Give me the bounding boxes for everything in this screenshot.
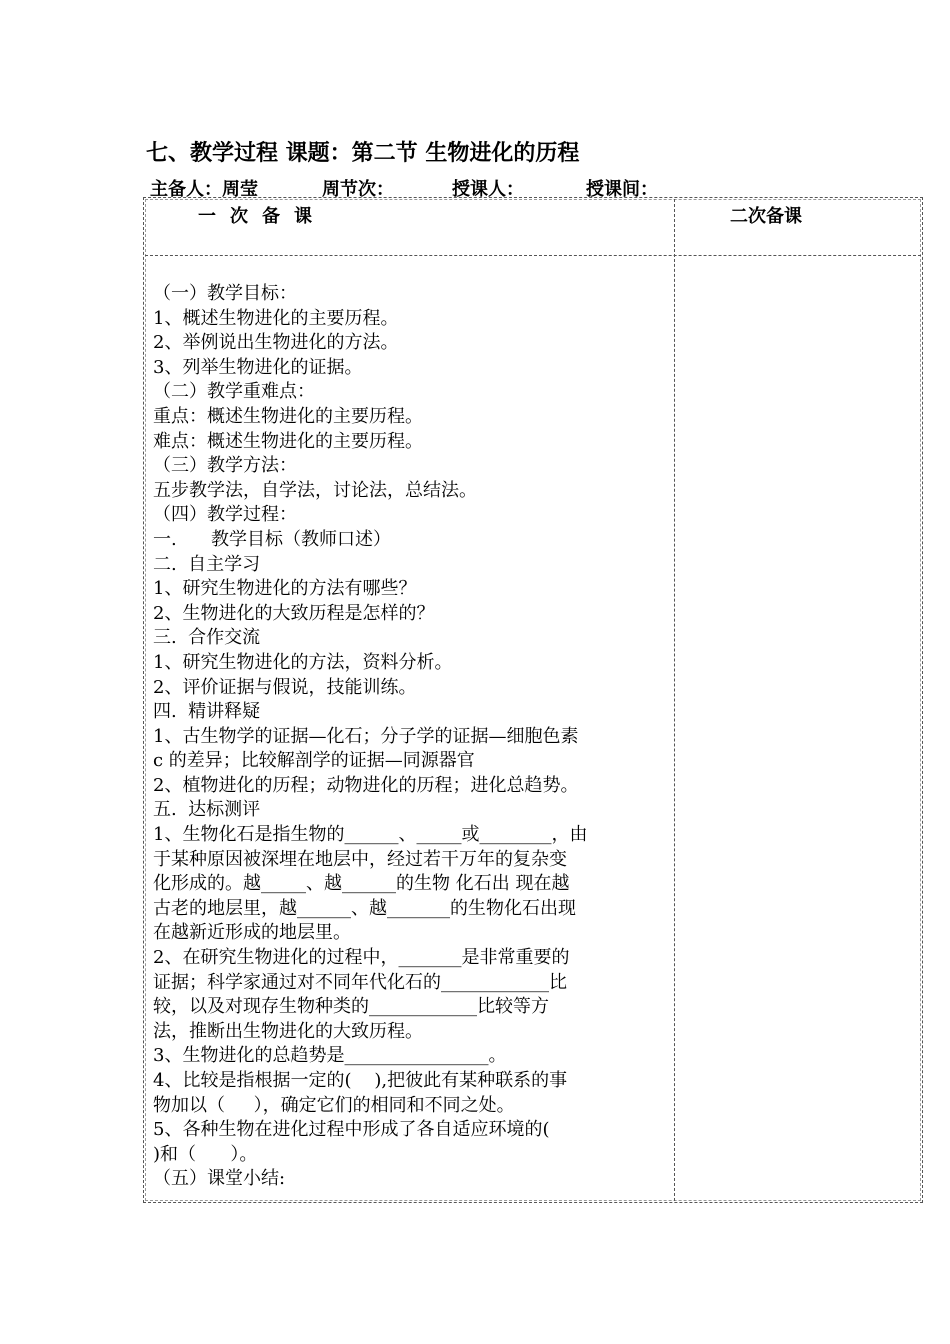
content-line: 1、概述生物进化的主要历程。 [153, 307, 399, 329]
content-line: （四）教学过程： [153, 504, 297, 526]
header-divider [145, 255, 921, 256]
week-label: 周节次： [322, 179, 394, 200]
content-line: 二. 自主学习 [153, 553, 261, 575]
content-line: （二）教学重难点： [153, 381, 315, 403]
content-line: 重点：概述生物进化的主要历程。 [153, 405, 423, 427]
content-line: 物加以（ ），确定它们的相同和不同之处。 [153, 1094, 515, 1116]
content-line: 五. 达标测评 [153, 799, 261, 821]
page-title: 七、教学过程 课题：第二节 生物进化的历程 [146, 141, 580, 166]
content-line: 2、生物进化的大致历程是怎样的？ [153, 602, 435, 624]
content-line: 古老的地层里，越______、越_______的生物化石出现 [153, 897, 576, 919]
content-line: 3、列举生物进化的证据。 [153, 356, 363, 378]
content-line: 2、评价证据与假说，技能训练。 [153, 676, 417, 698]
content-line: 四. 精讲释疑 [153, 701, 261, 723]
planner-label: 主备人：周莹 [150, 179, 258, 200]
content-line: 4、比较是指根据一定的( ),把彼此有某种联系的事 [153, 1070, 568, 1091]
content-line: 化形成的。越_____、越______的生物 化石出 现在越 [153, 873, 570, 895]
content-line: 法，推断出生物进化的大致历程。 [153, 1020, 423, 1042]
first-prep-header: 一次备课 [198, 206, 326, 227]
content-line: （三）教学方法： [153, 455, 297, 477]
column-divider [674, 199, 675, 1201]
content-line: 一. 教学目标（教师口述） [153, 528, 392, 550]
lesson-content [153, 282, 671, 1192]
second-prep-header: 二次备课 [730, 206, 802, 227]
content-line: 三. 合作交流 [153, 627, 261, 649]
teacher-label: 授课人： [452, 179, 524, 200]
content-line: 五步教学法，自学法，讨论法，总结法。 [153, 479, 477, 501]
content-line: （一）教学目标： [153, 283, 297, 304]
content-line: 1、古生物学的证据—化石；分子学的证据—细胞色素 [153, 725, 579, 747]
content-line: 2、举例说出生物进化的方法。 [153, 332, 399, 354]
content-line: 证据；科学家通过对不同年代化石的____________比 [153, 971, 567, 993]
content-line: 较，以及对现存生物种类的____________比较等方 [153, 996, 549, 1018]
content-line: )和（ ）。 [153, 1143, 258, 1165]
content-line: 1、生物化石是指生物的______、_____或________，由 [153, 824, 588, 846]
content-line: （五）课堂小结: [153, 1168, 286, 1190]
content-line: 2、在研究生物进化的过程中，_______是非常重要的 [153, 947, 570, 969]
content-line: 难点：概述生物进化的主要历程。 [153, 430, 423, 452]
content-line: 3、生物进化的总趋势是________________。 [153, 1045, 507, 1067]
time-label: 授课间： [586, 179, 658, 200]
content-line: 2、植物进化的历程；动物进化的历程；进化总趋势。 [153, 774, 579, 796]
content-line: c 的差异；比较解剖学的证据—同源器官 [153, 750, 475, 772]
content-line: 1、研究生物进化的方法，资料分析。 [153, 651, 453, 673]
content-line: 1、研究生物进化的方法有哪些？ [153, 578, 417, 600]
content-line: 在越新近形成的地层里。 [153, 922, 351, 944]
content-line: 5、各种生物在进化过程中形成了各自适应环境的( [153, 1119, 550, 1141]
content-line: 于某种原因被深埋在地层中，经过若干万年的复杂变 [153, 848, 567, 870]
